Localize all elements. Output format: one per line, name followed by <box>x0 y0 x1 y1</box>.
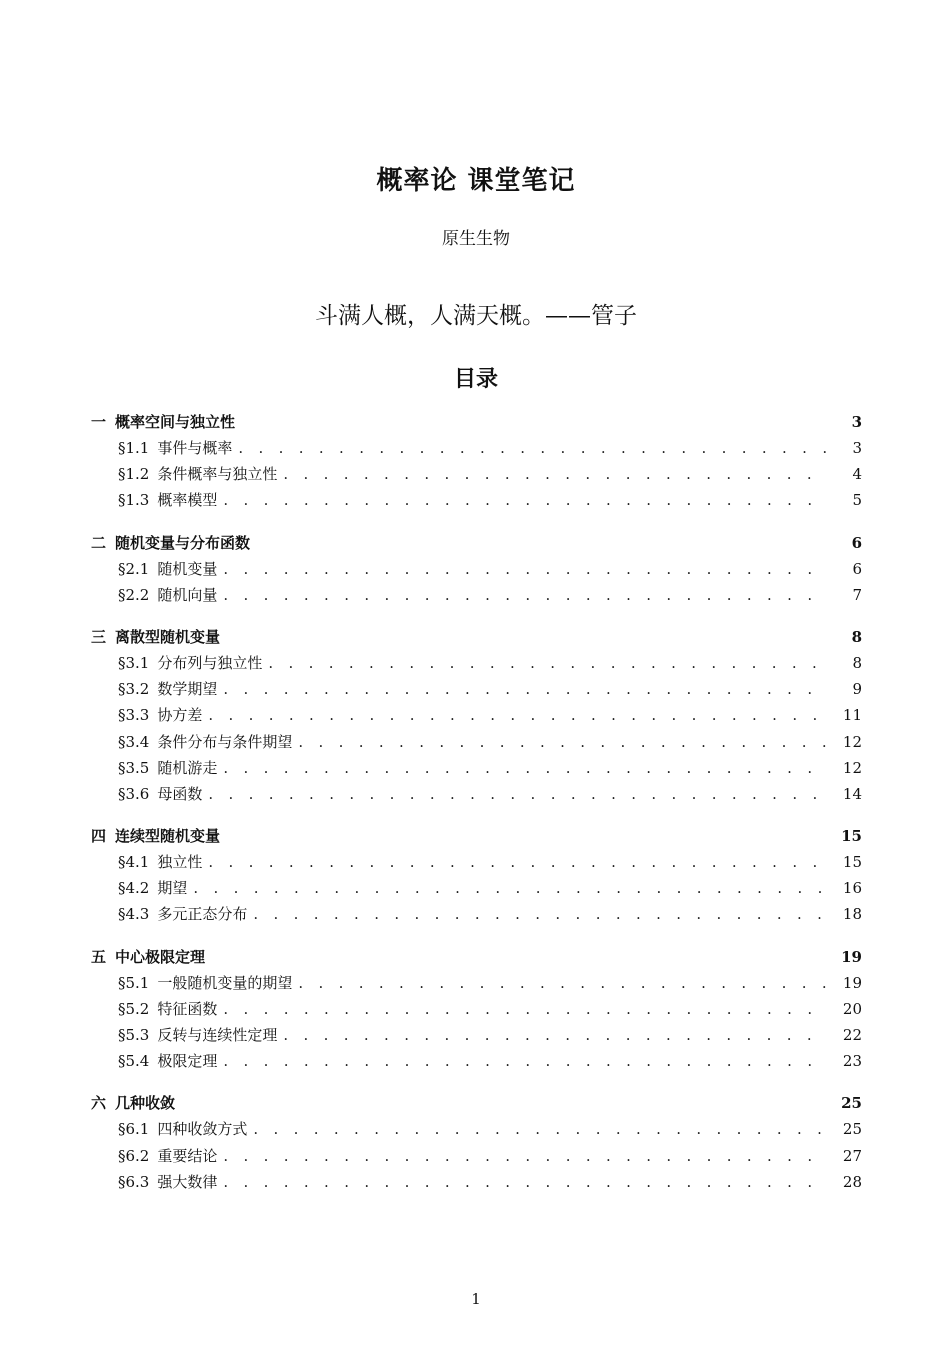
dot-leader <box>223 755 826 781</box>
toc-chapter-entry[interactable] <box>91 823 862 849</box>
chapter-page-number: 19 <box>841 947 862 966</box>
dot-leader <box>223 1048 826 1074</box>
page-number: 1 <box>471 1290 481 1308</box>
epigraph-quote: 斗满人概，人满天概。——管子 <box>315 303 637 329</box>
toc-section-entry[interactable] <box>91 556 862 582</box>
toc-section-entry[interactable] <box>91 702 862 728</box>
section-number: §3.4 <box>118 732 150 751</box>
toc-section-entry[interactable] <box>91 729 862 755</box>
toc-chapter <box>91 409 862 514</box>
toc-section-entry[interactable] <box>91 1116 862 1142</box>
section-number: §3.5 <box>118 758 150 777</box>
section-number: §1.3 <box>118 491 150 510</box>
section-page-number: 19 <box>842 973 862 992</box>
section-title: 母函数 <box>157 784 203 803</box>
chapter-page-number: 3 <box>851 413 862 431</box>
section-page-number: 14 <box>842 784 862 803</box>
section-title: 随机变量 <box>157 559 218 578</box>
section-page-number: 15 <box>842 853 862 872</box>
dot-leader <box>223 1169 826 1195</box>
toc-chapter <box>91 624 862 807</box>
section-page-number: 11 <box>842 706 862 725</box>
section-page-number: 5 <box>852 491 862 510</box>
dot-leader <box>208 781 826 807</box>
toc-section-entry[interactable] <box>91 487 862 513</box>
document-title: 概率论 课堂笔记 <box>376 166 576 196</box>
dot-leader <box>298 729 826 755</box>
dot-leader <box>223 676 826 702</box>
dot-leader <box>253 901 826 927</box>
toc-chapter-entry[interactable] <box>91 530 862 556</box>
section-page-number: 27 <box>842 1146 862 1165</box>
toc-chapter-entry[interactable] <box>91 1090 862 1116</box>
toc-section-entry[interactable] <box>91 650 862 676</box>
toc-chapter <box>91 530 862 608</box>
dot-leader <box>268 650 826 676</box>
section-title: 条件分布与条件期望 <box>157 732 293 751</box>
toc-section-entry[interactable] <box>91 996 862 1022</box>
section-number: §1.1 <box>118 439 150 457</box>
section-title: 协方差 <box>157 706 203 725</box>
section-page-number: 9 <box>852 680 862 699</box>
section-page-number: 22 <box>842 1026 862 1044</box>
section-number: §3.2 <box>118 680 150 699</box>
dot-leader <box>223 582 826 608</box>
section-title: 随机向量 <box>157 585 218 604</box>
dot-leader <box>223 487 826 513</box>
section-page-number: 25 <box>842 1120 862 1139</box>
dot-leader <box>238 435 826 461</box>
toc-chapter <box>91 823 862 928</box>
section-number: §4.2 <box>118 879 150 898</box>
chapter-title: 几种收敛 <box>115 1094 176 1113</box>
toc-section-entry[interactable] <box>91 781 862 807</box>
chapter-title: 连续型随机变量 <box>115 827 221 846</box>
toc-section-entry[interactable] <box>91 676 862 702</box>
section-title: 特征函数 <box>157 999 218 1018</box>
section-title: 随机游走 <box>157 758 218 777</box>
chapter-number: 三 <box>91 627 107 646</box>
toc-heading: 目录 <box>453 366 498 392</box>
section-title: 四种收敛方式 <box>157 1120 248 1139</box>
chapter-page-number: 15 <box>841 827 862 846</box>
chapter-title: 随机变量与分布函数 <box>115 533 251 552</box>
section-number: §4.1 <box>118 853 150 872</box>
section-number: §2.2 <box>118 585 150 604</box>
section-page-number: 8 <box>852 653 862 672</box>
toc-section-entry[interactable] <box>91 1143 862 1169</box>
section-page-number: 4 <box>852 465 862 484</box>
chapter-page-number: 8 <box>851 627 862 646</box>
chapter-title: 概率空间与独立性 <box>115 413 236 431</box>
chapter-title: 中心极限定理 <box>115 947 206 966</box>
toc-section-entry[interactable] <box>91 461 862 487</box>
section-number: §3.6 <box>118 784 150 803</box>
section-number: §6.1 <box>118 1120 150 1139</box>
chapter-number: 六 <box>91 1094 107 1113</box>
section-title: 概率模型 <box>157 491 218 510</box>
chapter-page-number: 6 <box>851 533 862 552</box>
chapter-number: 一 <box>91 413 107 431</box>
toc-chapter-entry[interactable] <box>91 624 862 650</box>
section-page-number: 16 <box>842 879 862 898</box>
dot-leader <box>193 875 826 901</box>
document-author: 原生生物 <box>442 229 510 249</box>
toc-section-entry[interactable] <box>91 1169 862 1195</box>
section-page-number: 18 <box>842 905 862 924</box>
section-title: 数学期望 <box>157 680 218 699</box>
toc-section-entry[interactable] <box>91 875 862 901</box>
toc-section-entry[interactable] <box>91 755 862 781</box>
toc-section-entry[interactable] <box>91 849 862 875</box>
section-number: §5.3 <box>118 1026 150 1044</box>
section-number: §5.1 <box>118 973 150 992</box>
section-number: §5.2 <box>118 999 150 1018</box>
dot-leader <box>208 702 826 728</box>
dot-leader <box>223 1143 826 1169</box>
toc-section-entry[interactable] <box>91 582 862 608</box>
section-number: §5.4 <box>118 1052 150 1071</box>
dot-leader <box>253 1116 826 1142</box>
section-page-number: 12 <box>842 732 862 751</box>
section-title: 分布列与独立性 <box>157 653 263 672</box>
chapter-number: 四 <box>91 827 107 846</box>
toc-section-entry[interactable] <box>91 901 862 927</box>
toc-chapter <box>91 1090 862 1195</box>
section-title: 期望 <box>157 879 188 898</box>
section-title: 反转与连续性定理 <box>157 1026 278 1044</box>
toc-section-entry[interactable] <box>91 1048 862 1074</box>
table-of-contents <box>91 409 862 1195</box>
toc-section-entry[interactable] <box>91 1022 862 1048</box>
section-title: 独立性 <box>157 853 203 872</box>
section-number: §2.1 <box>118 559 150 578</box>
dot-leader <box>283 1022 826 1048</box>
section-page-number: 3 <box>852 439 862 457</box>
section-number: §3.1 <box>118 653 150 672</box>
section-page-number: 23 <box>842 1052 862 1071</box>
section-page-number: 12 <box>842 758 862 777</box>
chapter-number: 五 <box>91 947 107 966</box>
section-title: 一般随机变量的期望 <box>157 973 293 992</box>
section-number: §4.3 <box>118 905 150 924</box>
dot-leader <box>223 996 826 1022</box>
toc-section-entry[interactable] <box>91 435 862 461</box>
chapter-page-number: 25 <box>841 1094 862 1113</box>
dot-leader <box>298 970 826 996</box>
section-title: 重要结论 <box>157 1146 218 1165</box>
section-title: 强大数律 <box>157 1172 218 1191</box>
section-title: 条件概率与独立性 <box>157 465 278 484</box>
toc-chapter-entry[interactable] <box>91 409 862 435</box>
chapter-number: 二 <box>91 533 107 552</box>
section-number: §1.2 <box>118 465 150 484</box>
section-number: §3.3 <box>118 706 150 725</box>
toc-chapter <box>91 944 862 1075</box>
section-title: 极限定理 <box>157 1052 218 1071</box>
section-number: §6.3 <box>118 1172 150 1191</box>
section-page-number: 6 <box>852 559 862 578</box>
dot-leader <box>223 556 826 582</box>
dot-leader <box>283 461 826 487</box>
chapter-title: 离散型随机变量 <box>115 627 221 646</box>
dot-leader <box>208 849 826 875</box>
section-title: 事件与概率 <box>157 439 233 457</box>
section-title: 多元正态分布 <box>157 905 248 924</box>
section-page-number: 7 <box>852 585 862 604</box>
section-page-number: 20 <box>842 999 862 1018</box>
section-page-number: 28 <box>842 1172 862 1191</box>
toc-chapter-entry[interactable] <box>91 944 862 970</box>
toc-section-entry[interactable] <box>91 970 862 996</box>
section-number: §6.2 <box>118 1146 150 1165</box>
